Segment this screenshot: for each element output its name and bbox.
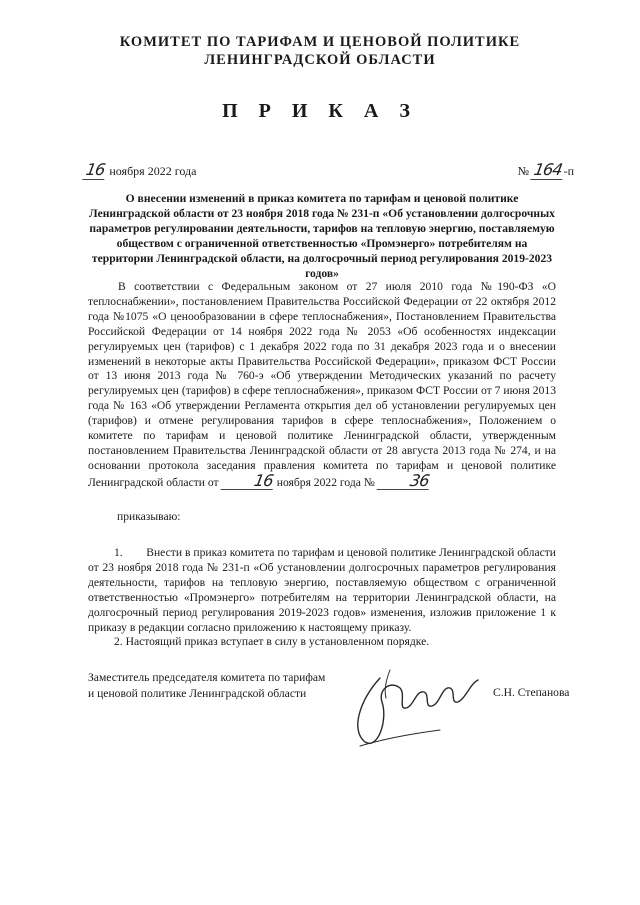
order-word: приказываю: <box>117 510 181 523</box>
handwritten-day: 16 <box>82 160 108 180</box>
order-items <box>88 546 556 650</box>
signatory-name: С.Н. Степанова <box>493 686 570 699</box>
organization-header <box>40 33 600 69</box>
document-title: П Р И К А З <box>222 100 418 122</box>
position-line-2: и ценовой политике Ленинградской области <box>88 686 307 700</box>
signatory-position <box>88 670 325 701</box>
handwritten-protocol-day: 16 <box>220 474 275 490</box>
order-date <box>84 160 196 180</box>
order-number <box>518 160 574 180</box>
item-text: Настоящий приказ вступает в силу в установленном порядке. <box>125 635 430 649</box>
order-item-2 <box>88 635 556 650</box>
order-subject: О внесении изменений в приказ комитета по тарифам и ценовой политике Ленинградской области от 23 ноября 2018 года № 231-п «Об установлении долгосрочных параметров регулировании деятельности, тарифов на тепловую энергию, поставляемую обществом с ограниченной ответственностью «Промэнерго» потребителям на территории Ленинградской области, на долгосрочный период регулирования 2019-2023 годов» <box>89 192 555 281</box>
order-item-1 <box>88 546 556 635</box>
protocol-date-rest: ноября 2022 года № <box>276 475 375 489</box>
order-month-year: ноября 2022 года <box>109 164 197 178</box>
item-number: 1. <box>114 546 123 559</box>
handwritten-number: 164 <box>530 160 565 180</box>
order-preamble <box>88 280 556 491</box>
handwritten-protocol-number: 36 <box>376 474 431 490</box>
position-line-1: Заместитель председателя комитета по тарифам <box>88 671 326 684</box>
number-sign: № <box>517 164 530 178</box>
preamble-text: В соответствии с Федеральным законом от 27 июля 2010 года №190-ФЗ «О теплоснабжении», постановлением Правительства Российской Федерации от 22 октября 2012 года №1075 «О ценообразовании в сфере теплоснабжения», Постановлением Правительства Российской Федерации от 14 ноября 2022 года № 2053 «Об особенностях индексации регулируемых цен (тарифов) с 1 декабря 2022 года по 31 декабря 2023 года и о внесении изменений в некоторые акты Правительства Российской Федерации», приказом ФСТ России от 13 июня 2013 года № 760-э «Об утверждении Методических указаний по расчету регулируемых цен (тарифов) в сфере теплоснабжения», приказом ФСТ России от 7 июня 2013 года № 163 «Об утверждении Регламента открытия дел об установлении регулируемых цен (тарифов) и отмене регулирования тарифов в сфере теплоснабжения», Положением о комитете по тарифам и ценовой политике Ленинградской области, утвержденным постановлением Правительства Ленинградской области от 28 августа 2013 года № 274, и на основании протокола заседания правления комитета по тарифам и ценовой политике Ленинградской области от <box>88 280 556 489</box>
handwritten-signature <box>320 650 490 760</box>
org-line-1: КОМИТЕТ ПО ТАРИФАМ И ЦЕНОВОЙ ПОЛИТИКЕ <box>119 34 521 50</box>
number-suffix: -п <box>563 164 574 178</box>
org-line-2: ЛЕНИНГРАДСКОЙ ОБЛАСТИ <box>204 52 436 68</box>
item-number: 2. <box>114 635 123 649</box>
item-text: Внести в приказ комитета по тарифам и ценовой политике Ленинградской области от 23 ноября 2018 года № 231-п «Об установлении долгосрочных параметров регулирования деятельности, тарифов на тепловую энергию, поставляемую обществом с ограниченной ответственностью «Промэнерго» потребителям на территории Ленинградской области, на долгосрочный период регулирования 2019-2023 годов» изменения, изложив приложение 1 к приказу в редакции согласно приложению к настоящему приказу. <box>88 546 557 634</box>
